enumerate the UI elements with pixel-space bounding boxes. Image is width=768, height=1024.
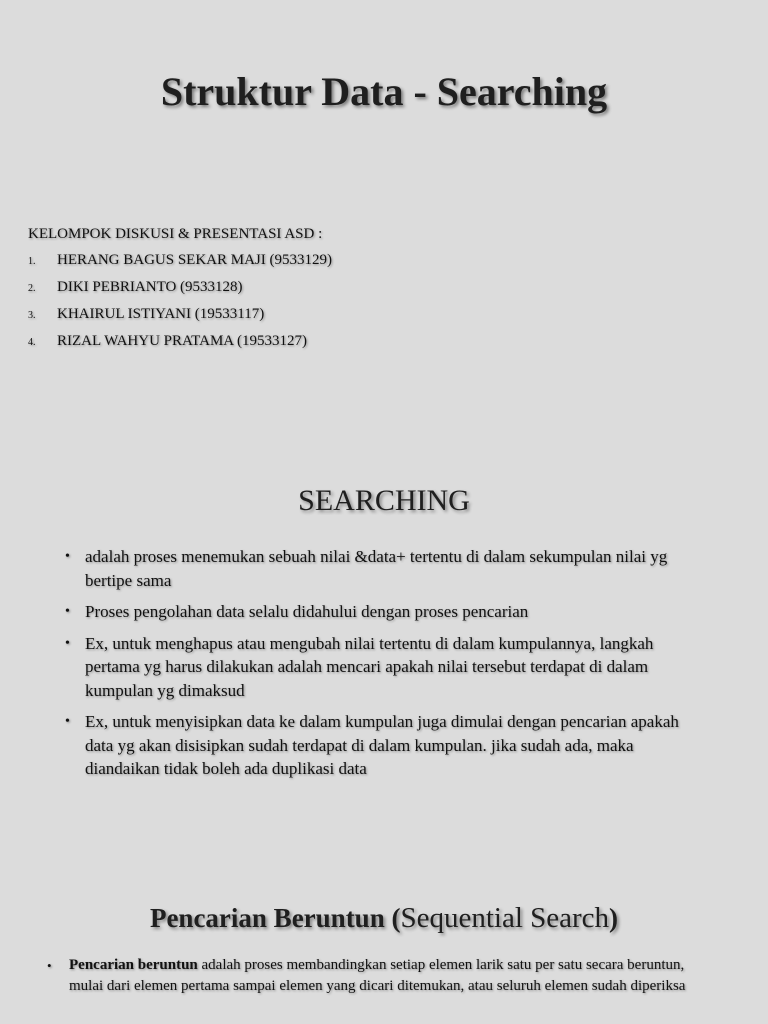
member-name: KHAIRUL ISTIYANI (19533117): [57, 306, 265, 322]
member-list: [28, 252, 332, 360]
title-normal-part: Sequential Search: [400, 902, 610, 934]
group-heading: KELOMPOK DISKUSI & PRESENTASI ASD :: [28, 226, 323, 242]
list-item: [28, 252, 332, 279]
member-name: RIZAL WAHYU PRATAMA (19533127): [57, 333, 308, 349]
slide-title: Struktur Data - Searching: [160, 69, 608, 114]
list-item: [28, 306, 332, 333]
list-number: 4.: [28, 337, 36, 348]
member-name: DIKI PEBRIANTO (9533128): [57, 279, 243, 295]
searching-bullet-list: [60, 545, 710, 789]
bullet-icon: •: [65, 549, 70, 564]
bullet-icon: •: [65, 635, 70, 651]
bullet-text: Proses pengolahan data selalu didahului dengan proses pencarian: [85, 602, 529, 621]
section-title-searching: SEARCHING: [298, 484, 470, 517]
bullet-text: adalah proses menemukan sebuah nilai &data+ tertentu di dalam sekumpulan nilai yg bertipe sama: [85, 547, 668, 590]
title-bold-part: Pencarian Beruntun (: [149, 903, 401, 933]
title-close-paren: ): [609, 903, 619, 933]
section-title-sequential-search: [0, 902, 768, 935]
list-number: 3.: [28, 310, 36, 321]
bullet-icon: •: [65, 604, 70, 619]
list-item: [28, 333, 332, 360]
list-item: [60, 632, 710, 703]
bullet-icon: •: [65, 714, 70, 729]
sequential-bullet-list: [45, 955, 710, 997]
list-item: [60, 545, 710, 592]
bullet-icon: •: [47, 958, 52, 973]
bullet-text: adalah proses membandingkan setiap elemen larik satu per satu secara beruntun, mulai dari elemen pertama sampai elemen yang dicari ditemukan, atau seluruh elemen sudah diperiksa: [69, 957, 686, 994]
list-item: [60, 600, 710, 624]
list-number: 2.: [28, 283, 36, 294]
bullet-text: Ex, untuk menghapus atau mengubah nilai tertentu di dalam kumpulannya, langkah pertama yg harus dilakukan adalah mencari apakah nilai tersebut terdapat di dalam kumpulan yg dimaksud: [85, 633, 654, 700]
member-name: HERANG BAGUS SEKAR MAJI (9533129): [57, 252, 333, 268]
list-item: [28, 279, 332, 306]
list-item: [60, 710, 710, 781]
list-number: 1.: [28, 256, 36, 267]
bullet-bold-term: Pencarian beruntun: [69, 957, 198, 973]
bullet-text: Ex, untuk menyisipkan data ke dalam kumpulan juga dimulai dengan pencarian apakah data yg akan disisipkan sudah terdapat di dalam kumpulan. jika sudah ada, maka diandaikan tidak boleh ada duplikasi data: [85, 712, 679, 778]
list-item: [45, 955, 710, 997]
